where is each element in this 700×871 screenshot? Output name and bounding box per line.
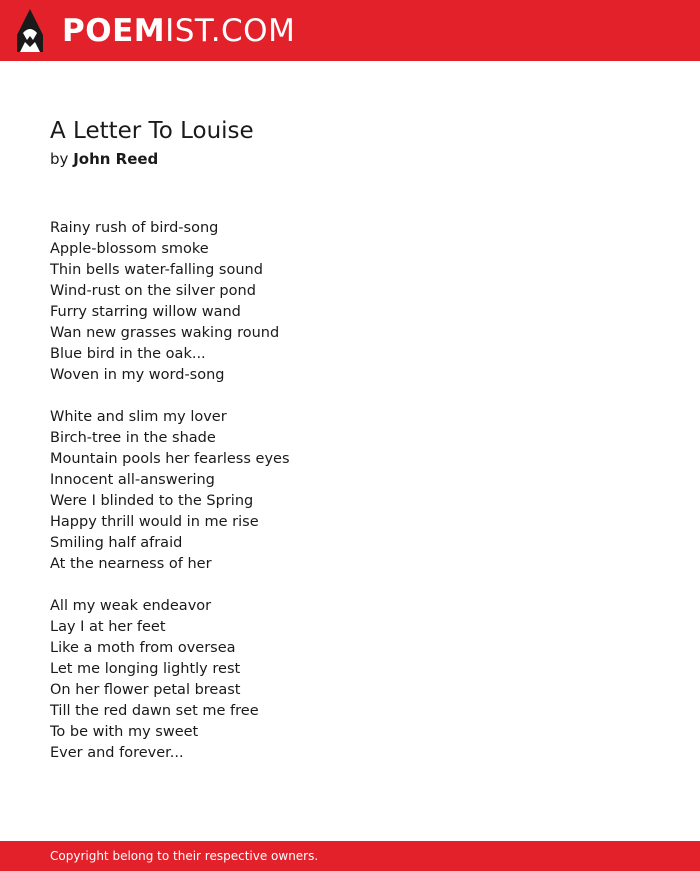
site-footer	[0, 841, 700, 871]
poem-line: Blue bird in the oak...	[50, 346, 206, 362]
copyright-notice: Copyright belong to their respective owners.	[50, 849, 319, 863]
poem-line: Wind-rust on the silver pond	[50, 283, 256, 299]
pen-nib-icon[interactable]	[17, 9, 43, 52]
stanza	[50, 407, 650, 575]
poem-line: Happy thrill would in me rise	[50, 514, 259, 530]
poem-line: Woven in my word-song	[50, 367, 225, 383]
poem-line: Let me longing lightly rest	[50, 661, 241, 677]
poem-line: On her flower petal breast	[50, 682, 241, 698]
poem-line: At the nearness of her	[50, 556, 212, 572]
author-name: John Reed	[73, 150, 159, 168]
logo-text-bold: POEM	[62, 13, 166, 49]
poem-line: Birch-tree in the shade	[50, 430, 216, 446]
stanza	[50, 596, 650, 764]
poem-line: White and slim my lover	[50, 409, 227, 425]
stanza	[50, 218, 650, 386]
poem-line: Till the red dawn set me free	[50, 703, 259, 719]
poem-line: Smiling half afraid	[50, 535, 183, 551]
site-logo[interactable]	[62, 12, 295, 50]
poem-line: Were I blinded to the Spring	[50, 493, 254, 509]
poem-line: Lay I at her feet	[50, 619, 166, 635]
poem-line: Innocent all-answering	[50, 472, 215, 488]
poem-line: Rainy rush of bird-song	[50, 220, 219, 236]
byline	[50, 148, 158, 170]
poem-line: All my weak endeavor	[50, 598, 212, 614]
poem-line: Ever and forever...	[50, 745, 184, 761]
logo-text-light: IST.COM	[165, 13, 296, 49]
poem-line: Wan new grasses waking round	[50, 325, 280, 341]
poem-line: Apple-blossom smoke	[50, 241, 209, 257]
poem-line: Thin bells water-falling sound	[50, 262, 263, 278]
poem-line: To be with my sweet	[50, 724, 199, 740]
poem-title: A Letter To Louise	[50, 118, 254, 144]
by-label: by	[50, 150, 69, 168]
poem-line: Like a moth from oversea	[50, 640, 236, 656]
poem-body	[50, 218, 650, 785]
site-header	[0, 0, 700, 61]
poem-line: Mountain pools her fearless eyes	[50, 451, 290, 467]
poem-line: Furry starring willow wand	[50, 304, 241, 320]
